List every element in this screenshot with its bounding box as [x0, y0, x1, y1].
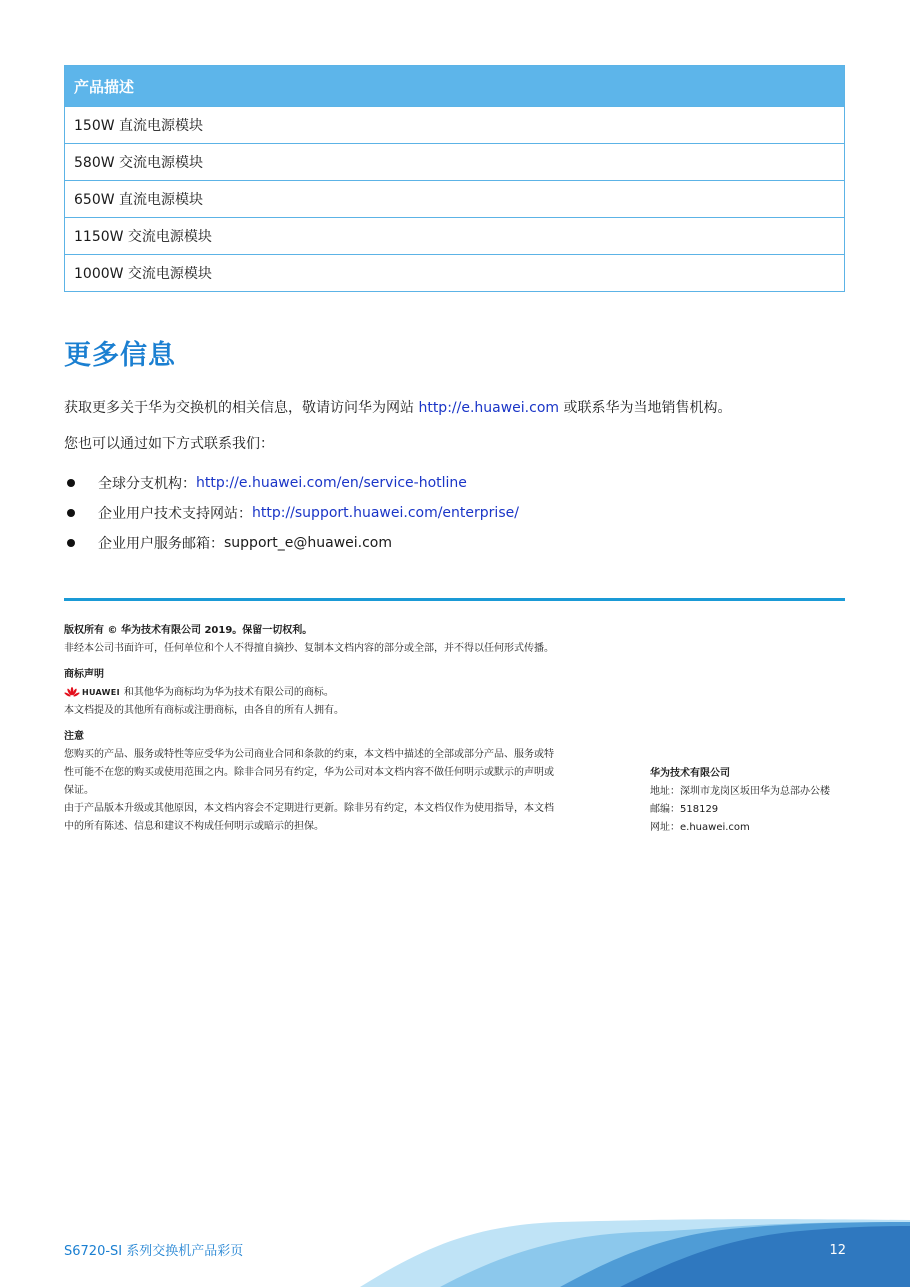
- notice-line: 性可能不在您的购买或使用范围之内。除非合同另有约定，华为公司对本文档内容不做任何明示或默示的声明或: [64, 767, 554, 778]
- contact-list: [64, 468, 519, 558]
- list-item: [64, 468, 519, 498]
- support-email: support_e@huawei.com: [224, 535, 392, 551]
- huawei-logo-text: HUAWEI: [82, 688, 120, 697]
- trademark-text-2: 本文档提及的其他所有商标或注册商标，由各自的所有人拥有。: [64, 705, 344, 716]
- service-hotline-link[interactable]: http://e.huawei.com/en/service-hotline: [196, 475, 467, 491]
- support-website-link[interactable]: http://support.huawei.com/enterprise/: [252, 505, 519, 521]
- table-row: 1150W 交流电源模块: [65, 217, 844, 254]
- notice-line: 保证。: [64, 785, 94, 796]
- company-info: [650, 765, 830, 837]
- contact-label: 企业用户技术支持网站：: [98, 506, 252, 522]
- trademark-text: 和其他华为商标均为华为技术有限公司的商标。: [123, 687, 334, 698]
- section-title: 更多信息: [64, 340, 176, 371]
- bullet-icon: [67, 509, 75, 517]
- copyright-text: 非经本公司书面许可，任何单位和个人不得擅自摘抄、复制本文档内容的部分或全部，并不得以任何形式传播。: [64, 643, 554, 654]
- contact-label: 企业用户服务邮箱：: [98, 536, 224, 552]
- legal-notice: [64, 622, 609, 836]
- page-number: 12: [829, 1243, 846, 1258]
- list-item: [64, 528, 519, 558]
- notice-title: 注意: [64, 731, 84, 742]
- bullet-icon: [67, 539, 75, 547]
- notice-line: 中的所有陈述、信息和建议不构成任何明示或暗示的担保。: [64, 821, 324, 832]
- notice-line: 由于产品版本升级或其他原因，本文档内容会不定期进行更新。除非另有约定，本文档仅作为使用指导，本文档: [64, 803, 554, 814]
- contact-label: 全球分支机构：: [98, 476, 196, 492]
- list-item: [64, 498, 519, 528]
- bullet-icon: [67, 479, 75, 487]
- section-divider: [64, 598, 845, 601]
- footer-doc-title: S6720-SI 系列交换机产品彩页: [64, 1244, 244, 1259]
- table-row: 150W 直流电源模块: [65, 106, 844, 143]
- footer-wave: [0, 1190, 910, 1287]
- trademark-row: [64, 684, 609, 702]
- company-website: 网址：e.huawei.com: [650, 822, 750, 833]
- contact-intro: 您也可以通过如下方式联系我们：: [64, 436, 274, 452]
- huawei-website-link[interactable]: http://e.huawei.com: [418, 400, 560, 416]
- copyright-title: 版权所有 © 华为技术有限公司 2019。保留一切权利。: [64, 625, 313, 636]
- notice-line: 您购买的产品、服务或特性等应受华为公司商业合同和条款的约束，本文档中描述的全部或部分产品、服务或特: [64, 749, 554, 760]
- company-postcode: 邮编：518129: [650, 804, 719, 815]
- intro-text: 获取更多关于华为交换机的相关信息，敬请访问华为网站: [64, 400, 419, 416]
- intro-paragraph: [64, 398, 864, 418]
- huawei-logo: [64, 684, 120, 702]
- intro-text-end: 或联系华为当地销售机构。: [559, 400, 732, 416]
- table-row: 1000W 交流电源模块: [65, 254, 844, 291]
- company-name: 华为技术有限公司: [650, 768, 730, 779]
- trademark-title: 商标声明: [64, 669, 104, 680]
- product-table: [64, 65, 845, 292]
- table-row: 650W 直流电源模块: [65, 180, 844, 217]
- huawei-flower-icon: [64, 687, 80, 699]
- company-address: 地址：深圳市龙岗区坂田华为总部办公楼: [650, 786, 830, 797]
- table-header: 产品描述: [65, 66, 844, 106]
- table-row: 580W 交流电源模块: [65, 143, 844, 180]
